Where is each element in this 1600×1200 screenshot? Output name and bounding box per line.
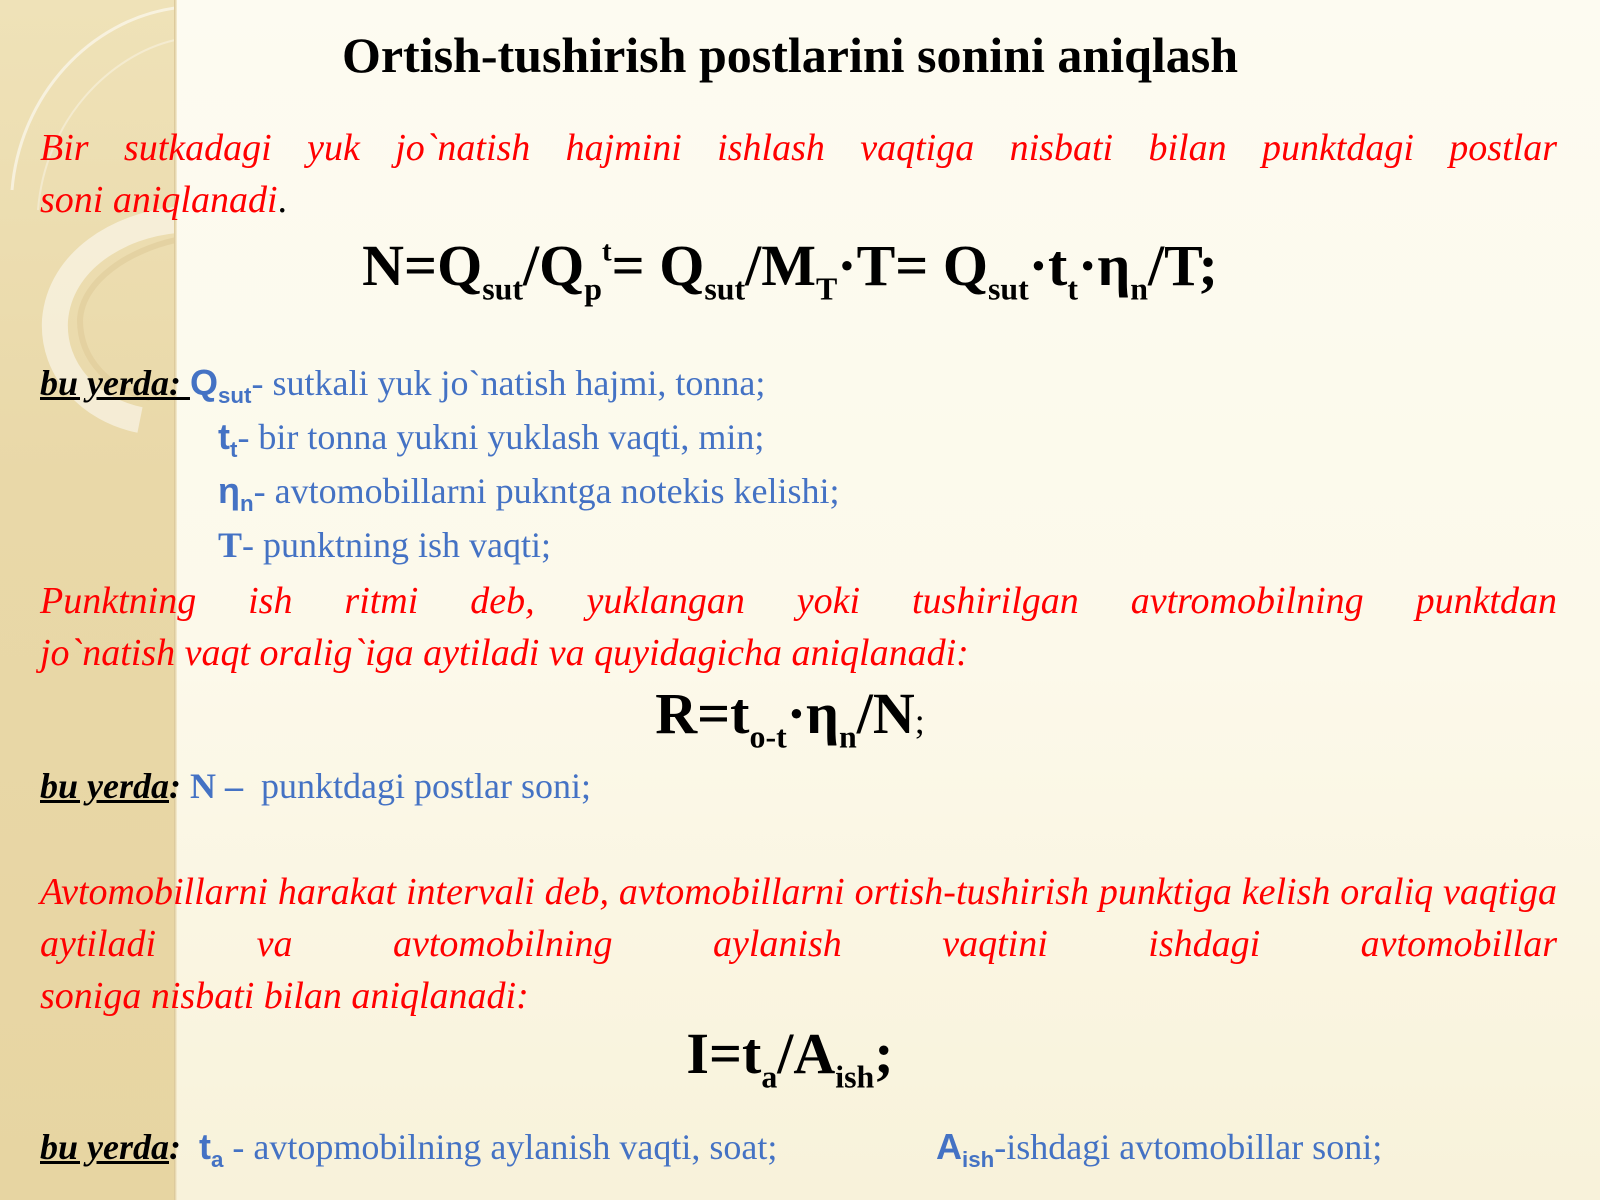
paragraph-rhythm-definition — [40, 575, 1557, 679]
page-title: Ortish-tushirish postlarini sonini aniqlash — [341, 27, 1239, 83]
definitions-label: bu yerda: — [40, 363, 190, 403]
formula-posts-count: $N=Q_{sut}/Q_p^t= Q_{sut}/M_T\cdot T= Q_{sut}\cdot t_t\cdot\eta_n/T$; — [362, 233, 1218, 307]
paragraph-line: jo`natish vaqt oralig`iga aytiladi va quyidagicha aniqlanadi: — [40, 632, 969, 674]
definition-t: $t_t-$ bir tonna yukni yuklash vaqti, min; — [218, 416, 765, 462]
definitions-label: bu yerda — [40, 766, 169, 806]
paragraph-line: Bir sutkadagi yuk jo`natish hajmini ishlash vaqtiga nisbati bilan punktdagi postlar — [40, 127, 1557, 169]
definitions-label: bu yerda — [40, 1127, 169, 1167]
paragraph-posts-definition — [40, 122, 1557, 226]
definition-q: bu yerda: $Q_{sut}-$ sutkali yuk jo`natish hajmi, tonna; — [40, 362, 766, 408]
paragraph-line: soniga nisbati bilan aniqlanadi: — [40, 975, 529, 1017]
definition-A: $A_{ish}$-ishdagi avtomobillar soni; — [936, 1126, 1383, 1172]
formula-rhythm: $R=t_{o-t}\cdot\eta_n/N$; — [655, 681, 925, 755]
paragraph-line: Avtomobillarni harakat intervali deb, avtomobillarni ortish-tushirish punktiga — [40, 871, 1232, 913]
definition-eta: $\eta_n-$ avtomobillarni pukntga notekis kelishi; — [218, 470, 840, 516]
paragraph-line: soni aniqlanadi. — [40, 179, 288, 221]
formula-interval: $I=t_a/A_{ish}$; — [686, 1021, 894, 1095]
paragraph-line: Punktning ish ritmi deb, yuklangan yoki tushirilgan avtromobilning punktdan — [40, 580, 1557, 622]
paragraph-line: kelish oraliq vaqtiga aytiladi va avtomobilning aylanish vaqtini ishdagi avtomobillar — [40, 871, 1558, 965]
definition-N: bu yerda: N – punktdagi postlar soni; — [40, 766, 591, 806]
definition-T: T- punktning ish vaqti; — [218, 525, 552, 565]
definition-ta: bu yerda: $t_a$ - avtopmobilning aylanish vaqti, soat; — [40, 1126, 778, 1172]
paragraph-interval-definition — [40, 866, 1557, 1022]
